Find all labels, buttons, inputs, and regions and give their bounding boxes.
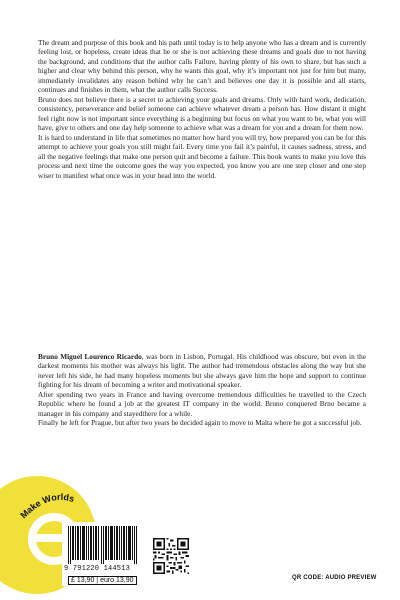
author-name: Bruno Miguel Lourenco Ricardo (38, 352, 142, 361)
publisher-name: Make Worlds (18, 491, 76, 521)
bio-paragraph-3: Finally he left for Prague, but after two years he decided again to move to Malta where he got a successful job. (38, 418, 362, 428)
qr-code (153, 538, 189, 574)
bio-paragraph-1 (38, 352, 366, 390)
author-bio (38, 352, 366, 428)
isbn-barcode (62, 522, 144, 586)
price-label: £ 13,90 | euro 13,90 (68, 576, 137, 585)
barcode-number: 9 791220 144513 (64, 565, 131, 573)
description-paragraph-3: It is hard to understand in life that sometimes no matter how hard you will try, how prepared you can be for this attempt to achieve your goals you still might fail. Every time you fail it’s painful, it causes sadness, stress, and all the negative feelings that make one person quit and become a failure. This book wants to make you love this process and next time the outcome goes the way you expected, you know you are one step closer and one step wiser to manifest what once was in your head into the world. (38, 132, 366, 180)
qr-code-label: QR CODE: AUDIO PREVIEW (292, 575, 377, 581)
description-paragraph-2: Bruno does not believe there is a secret to achieving your goals and dreams. Only with hard work, dedication, consistency, perseverance and belief someone can achieve whatever dream a person has. How distant it might feel right now is not important since everything is a beginning but focus on what you want to be, what you will have, give to others and one day help someone to achieve what was a dream for you and a dream for them now. (38, 94, 366, 133)
barcode-bars (68, 526, 140, 564)
bio-paragraph-1-text: , was born in Lisbon, Portugal. His childhood was obscure, but even in the darkest moments his mother was always his light. The author had tremendous obstacles along the way but she never left his side, he had many hopeless moments but she always gave him the hope and support to continue fighting for his dream of becoming a writer and motivational speaker. (38, 352, 366, 390)
description-paragraph-1: The dream and purpose of this book and his path until today is to help anyone who has a dream and is currently feeling lost, or hopeless, create ideas that he or she is not achieving these dreams and goals due to not having the background, and conditions that the author calls Failure, having plenty of his own to share, but has such a higher and clear why behind this person, why he wants this goal, why it’s important not just for him but many, immediately invalidates any reason behind why he can’t and believes one day it is possible and all starts, continues and finishes in them, what the author calls Success. (38, 38, 366, 95)
book-description (38, 38, 366, 180)
bio-paragraph-2: After spending two years in France and having overcome tremendous difficulties he travelled to the Czech Republic where he found a job at the greatest IT company in the world. Bruno conquered Brno became a manager in his company and stayedthere for a while. (38, 389, 366, 418)
